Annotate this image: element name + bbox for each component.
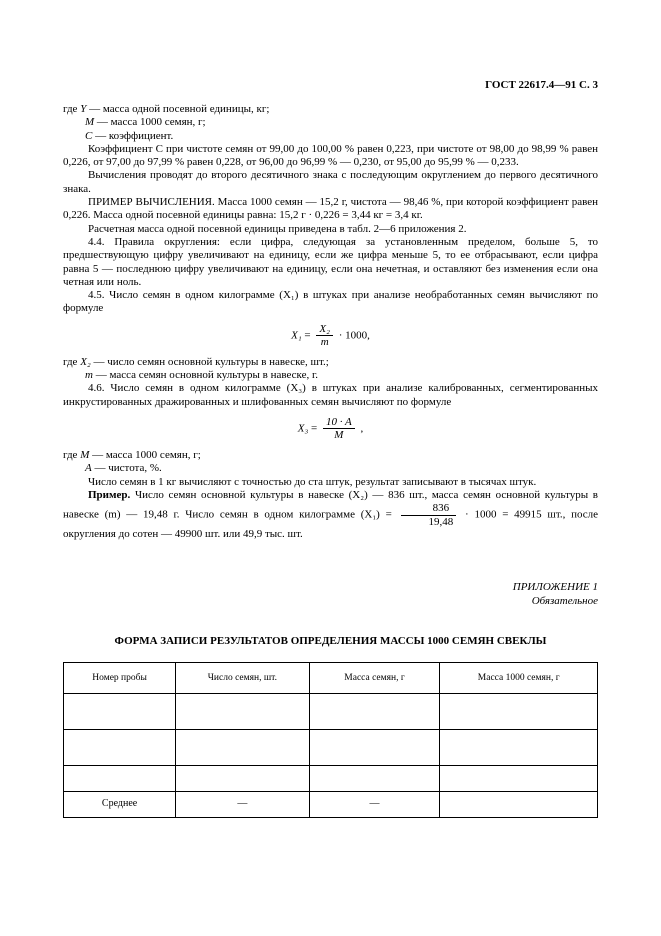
fraction <box>316 323 333 349</box>
definition-variable: M <box>85 116 95 129</box>
definition-prefix: где <box>63 103 81 115</box>
table-cell <box>440 693 598 729</box>
definition-line <box>63 449 598 462</box>
definition-prefix: где <box>63 448 81 461</box>
definition-line <box>63 116 598 129</box>
definition-prefix: где <box>63 355 81 368</box>
appendix-subtitle: Обязательное <box>531 594 598 607</box>
paragraph-table-ref: Расчетная масса одной посевной единицы приведена в табл. 2—6 приложения 2. <box>88 222 467 235</box>
table-header-cell: Масса 1000 семян, г <box>440 662 598 693</box>
formula-lhs: X₁ <box>291 329 302 342</box>
formula-suffix: · 1000, <box>338 329 370 342</box>
definition-line <box>63 369 598 382</box>
definition-text: — масса семян основной культуры в навеске, г. <box>92 369 319 382</box>
definition-variable: M <box>80 448 90 461</box>
example-text-2: · 1000 = 49915 шт., после округления до сотен — 49900 шт. или 49,9 тыс. шт. <box>63 508 598 541</box>
table-cell <box>176 729 310 765</box>
table-header-cell: Номер пробы <box>64 662 176 693</box>
formula-equals: = <box>311 422 318 435</box>
table-cell: — <box>309 791 440 817</box>
document-content <box>63 103 598 818</box>
results-table <box>63 662 598 818</box>
table-row-average <box>64 791 598 817</box>
table-cell <box>440 765 598 791</box>
fraction-denominator: M <box>334 429 344 442</box>
paragraph-example-calc: ПРИМЕР ВЫЧИСЛЕНИЯ. Масса 1000 семян — 15,2 г, чистота — 98,46 %, при которой коэффициент равен 0,226. Масса одной посевной единицы равна: 15,2 г · 0,226 = 3,44 кг = 3,4 кг. <box>63 196 598 222</box>
formula-x1 <box>63 323 598 349</box>
definition-line <box>63 130 598 143</box>
definitions-block-1 <box>63 103 598 143</box>
definition-variable: C <box>85 129 93 142</box>
fraction <box>323 416 355 442</box>
table-cell <box>309 729 440 765</box>
fraction-denominator: 19,48 <box>428 515 454 528</box>
fraction-numerator: 836 <box>401 502 457 516</box>
definition-text: — число семян основной культуры в навеске, шт.; <box>90 355 329 368</box>
formula-lhs: X₃ <box>297 422 309 435</box>
table-cell <box>176 693 310 729</box>
definitions-block-2 <box>63 356 598 383</box>
appendix-marker <box>63 581 598 608</box>
table-row <box>64 729 598 765</box>
definitions-block-3 <box>63 449 598 476</box>
definition-line <box>63 462 598 475</box>
table-cell <box>309 765 440 791</box>
table-cell <box>440 791 598 817</box>
definition-text: — коэффициент. <box>92 129 174 142</box>
table-cell <box>440 729 598 765</box>
inline-fraction <box>401 502 457 528</box>
paragraph-coefficient: Коэффициент C при чистоте семян от 99,00 до 100,00 % равен 0,223, при чистоте от 98,00 до 98,99 % равен 0,226, от 97,00 до 97,99 % равен 0,228, от 96,00 до 96,99 % — 0,230, от 95,00 до 95,99 % — 0,233. <box>63 142 598 169</box>
table-cell: — <box>176 791 310 817</box>
fraction-numerator: X₂ <box>316 323 333 337</box>
appendix-title: ПРИЛОЖЕНИЕ 1 <box>512 581 598 594</box>
table-cell <box>64 729 176 765</box>
page-header: ГОСТ 22617.4—91 С. 3 <box>485 79 598 91</box>
formula-suffix: , <box>360 422 364 435</box>
table-title: ФОРМА ЗАПИСИ РЕЗУЛЬТАТОВ ОПРЕДЕЛЕНИЯ МАССЫ 1000 СЕМЯН СВЕКЛЫ <box>114 635 547 648</box>
table-row <box>64 693 598 729</box>
formula-equals: = <box>304 329 311 342</box>
definition-line <box>63 103 598 116</box>
definition-text: — чистота, %. <box>91 462 162 475</box>
paragraph-example <box>63 489 598 542</box>
definition-text: — масса одной посевной единицы, кг; <box>86 103 270 115</box>
table-header-row <box>64 662 598 693</box>
paragraph-4-5: 4.5. Число семян в одном килограмме (X₁) в штуках при анализе необработанных семян вычисляют по формуле <box>63 289 598 315</box>
paragraph-precision: Число семян в 1 кг вычисляют с точностью до ста штук, результат записывают в тысячах штук. <box>88 475 537 488</box>
example-text-1: Число семян основной культуры в навеске (X₂) — 836 шт., масса семян основной культуры в навеске (m) — 19,48 г. Число семян в одном килограмме (X₁) = <box>63 488 598 521</box>
table-cell <box>64 765 176 791</box>
paragraph-4-6: 4.6. Число семян в одном килограмме (X₃) в штуках при анализе калиброванных, сегментированных инкрустированных дражированных и шлифованных семян вычисляют по формуле <box>63 382 598 408</box>
table-cell: Среднее <box>64 791 176 817</box>
table-cell <box>64 693 176 729</box>
table-cell <box>309 693 440 729</box>
paragraph-rounding-note: Вычисления проводят до второго десятичного знака с последующим округлением до первого десятичного знака. <box>63 169 598 195</box>
paragraph-4-4: 4.4. Правила округления: если цифра, следующая за установленным пределом, больше 5, то предшествующую цифру увеличивают на единицу, если же цифра меньше 5, то ее отбрасывают, если цифра равна 5 — последнюю цифру увеличивают на единицу, если она нечетная, и оставляют без изменения если она четная или ноль. <box>63 235 598 288</box>
table-header-cell: Число семян, шт. <box>176 662 310 693</box>
definition-variable: m <box>85 369 93 382</box>
table-header-cell: Масса семян, г <box>309 662 440 693</box>
definition-text: — масса 1000 семян, г; <box>94 116 206 129</box>
fraction-denominator: m <box>320 336 329 349</box>
definition-variable: A <box>85 462 92 475</box>
definition-variable: X₂ <box>80 355 91 368</box>
table-row <box>64 765 598 791</box>
definition-text: — масса 1000 семян, г; <box>89 448 201 461</box>
definition-variable: Y <box>80 103 87 115</box>
fraction-numerator: 10 · A <box>323 416 355 430</box>
example-lead: Пример. <box>88 488 131 501</box>
table-cell <box>176 765 310 791</box>
formula-x3 <box>63 416 598 442</box>
definition-line <box>63 356 598 369</box>
